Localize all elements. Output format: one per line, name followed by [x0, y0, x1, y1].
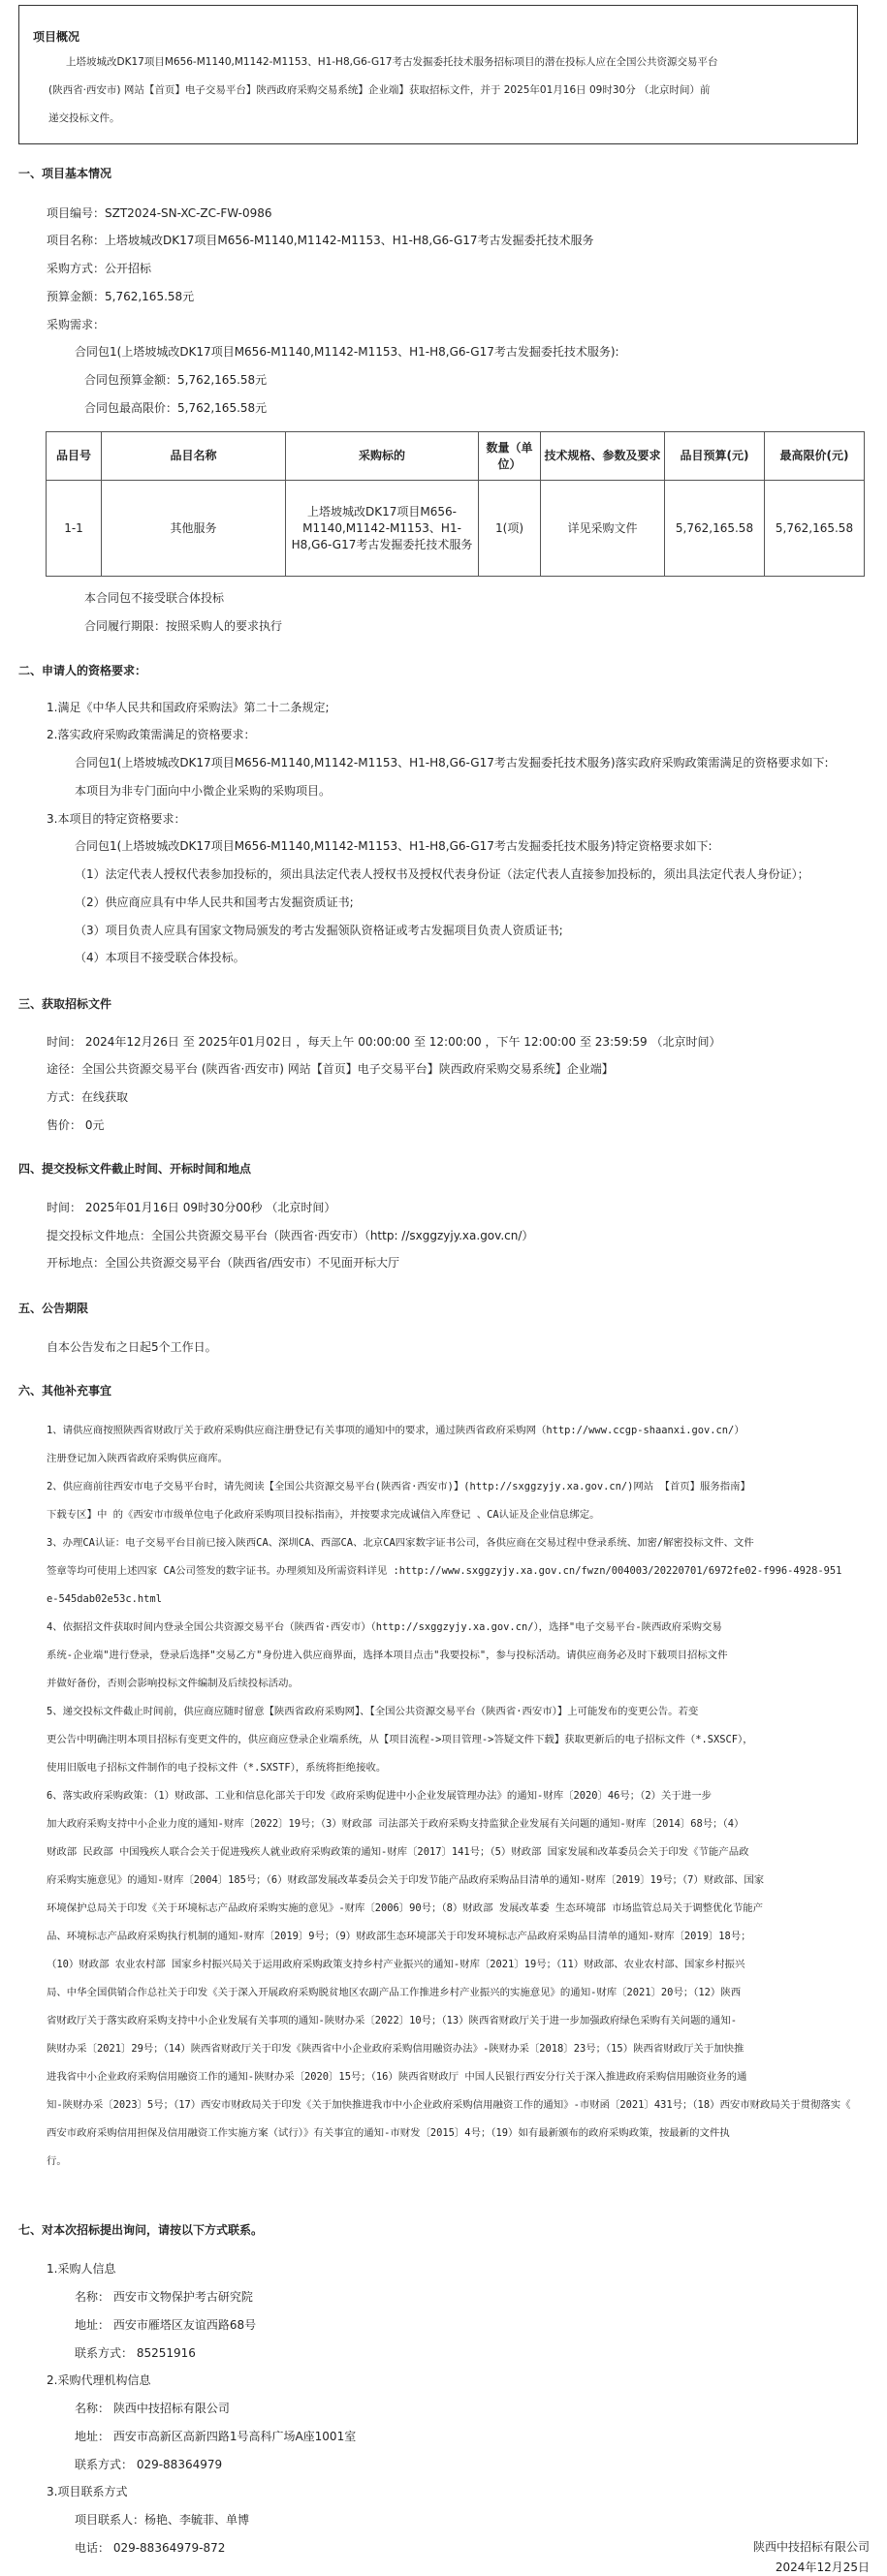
- agency-address: 地址： 西安市高新区高新四路1号高科广场A座1001室: [75, 2430, 357, 2443]
- supplement-line-19: 品、环境标志产品政府采购执行机制的通知-财库〔2019〕9号；（9）财政部生态环境部关于印发环境标志产品政府采购品目清单的通知-财库〔2019〕18号；: [47, 1931, 751, 1942]
- agency-info-heading: 2.采购代理机构信息: [47, 2373, 151, 2387]
- supplement-line-18: 环境保护总局关于印发《关于环境标志产品政府采购实施的意见》-财库〔2006〕90号；（8）财政部 发展改革委 生态环境部 市场监管总局关于调整优化节能产: [47, 1902, 763, 1914]
- qualification-3: 3.本项目的特定资格要求：: [47, 812, 186, 826]
- qualification-2-detail: 本项目为非专门面向中小微企业采购的采购项目。: [75, 784, 332, 798]
- obtain-price: 售价： 0元: [47, 1118, 105, 1132]
- purchaser-address: 地址： 西安市雁塔区友谊西路68号: [75, 2318, 257, 2332]
- project-number: 项目编号：SZT2024-SN-XC-ZC-FW-0986: [47, 206, 272, 220]
- supplement-line-21: 局、中华全国供销合作总社关于印发《关于深入开展政府采购脱贫地区农副产品工作推进乡村产业振兴的实施意见》的通知-财库〔2021〕20号；（12）陕西: [47, 1987, 742, 1998]
- section-1-heading: 一、项目基本情况: [18, 167, 112, 180]
- qualification-2: 2.落实政府采购政策需满足的资格要求：: [47, 728, 256, 741]
- supplement-line-20: （10）财政部 农业农村部 国家乡村振兴局关于运用政府采购政策支持乡村产业振兴的通知-财库〔2021〕19号；（11）财政部、农业农村部、国家乡村振兴: [47, 1959, 745, 1970]
- overview-box: [18, 5, 858, 144]
- supplement-line-9: 系统-企业端"进行登录，登录后选择"交易乙方"身份进入供应商界面，选择本项目点击"我要投标"，参与投标活动。请供应商务必及时下载项目招标文件: [47, 1649, 728, 1661]
- project-name: 项目名称：上塔坡城改DK17项目M656-M1140,M1142-M1153、H1-H8,G6-G17考古发掘委托技术服务: [47, 234, 594, 247]
- footer-date: 2024年12月25日: [775, 2560, 870, 2574]
- requirement-2: （2）供应商应具有中华人民共和国考古发掘资质证书;: [75, 895, 354, 909]
- supplement-line-11: 5、递交投标文件截止时间前，供应商应随时留意【陕西省政府采购网】、【全国公共资源交易平台（陕西省·西安市）】上可能发布的变更公告。若变: [47, 1706, 699, 1717]
- supplement-line-12: 更公告中明确注明本项目招标有变更文件的，供应商应登录企业端系统，从【项目流程->项目管理->答疑文件下载】获取更新后的电子招标文件（*.SXSCF），: [47, 1734, 753, 1745]
- section-3-heading: 三、获取招标文件: [18, 997, 112, 1011]
- supplement-line-22: 省财政厅关于落实政府采购支持中小企业发展有关事项的通知-陕财办采〔2022〕10号；（13）陕西省财政厅关于进一步加强政府绿色采购有关问题的通知-: [47, 2015, 737, 2026]
- bid-items-table: [46, 431, 865, 577]
- supplement-line-24: 进我省中小企业政府采购信用融资工作的通知-陕财办采〔2020〕15号；（16）陕西省财政厅 中国人民银行西安分行关于深入推进政府采购信用融资业务的通: [47, 2071, 747, 2083]
- qualification-2-package: 合同包1(上塔坡城改DK17项目M656-M1140,M1142-M1153、H1-H8,G6-G17考古发掘委托技术服务)落实政府采购政策需满足的资格要求如下:: [75, 756, 829, 770]
- agency-contact: 联系方式： 029-88364979: [75, 2458, 223, 2471]
- supplement-line-2: 注册登记加入陕西省政府采购供应商库。: [47, 1453, 229, 1464]
- package-budget: 合同包预算金额：5,762,165.58元: [84, 373, 268, 387]
- requirement-4: （4）本项目不接受联合体投标。: [75, 951, 245, 964]
- submission-location: 提交投标文件地点：全国公共资源交易平台（陕西省·西安市）（http: //sxggzyjy.xa.gov.cn/）: [47, 1229, 534, 1242]
- header-spec: 技术规格、参数及要求: [541, 432, 665, 481]
- qualification-3-package: 合同包1(上塔坡城改DK17项目M656-M1140,M1142-M1153、H1-H8,G6-G17考古发掘委托技术服务)特定资格要求如下:: [75, 839, 713, 853]
- contract-period: 合同履行期限：按照采购人的要求执行: [84, 619, 283, 633]
- package-max-price: 合同包最高限价：5,762,165.58元: [84, 401, 268, 415]
- table-row: [47, 481, 865, 577]
- supplement-line-27: 行。: [47, 2155, 67, 2167]
- supplement-line-26: 西安市政府采购信用担保及信用融资工作实施方案（试行）》有关事宜的通知-市财发〔2015〕4号；（19）如有最新颁布的政府采购政策，按最新的文件执: [47, 2127, 730, 2139]
- cell-item-name: 其他服务: [102, 481, 286, 577]
- header-subject: 采购标的: [286, 432, 479, 481]
- header-item-name: 品目名称: [102, 432, 286, 481]
- contract-package: 合同包1(上塔坡城改DK17项目M656-M1140,M1142-M1153、H1-H8,G6-G17考古发掘委托技术服务):: [75, 345, 619, 359]
- cell-subject: 上塔坡城改DK17项目M656-M1140,M1142-M1153、H1-H8,G6-G17考古发掘委托技术服务: [286, 481, 479, 577]
- supplement-line-4: 下载专区】中 的《西安市市级单位电子化政府采购项目投标指南》，并按要求完成诚信入库登记 、CA认证及企业信息绑定。: [47, 1509, 600, 1521]
- overview-line-1: 上塔坡城改DK17项目M656-M1140,M1142-M1153、H1-H8,G6-G17考古发掘委托技术服务招标项目的潜在投标人应在全国公共资源交易平台: [66, 56, 718, 68]
- supplement-line-7: e-545dab02e53c.html: [47, 1593, 162, 1605]
- supplement-line-17: 府采购实施意见》的通知-财库〔2004〕185号；（6）财政部发展改革委员会关于印发节能产品政府采购品目清单的通知-财库〔2019〕19号；（7）财政部、国家: [47, 1874, 765, 1886]
- obtain-route: 途径：全国公共资源交易平台 (陕西省·西安市) 网站【首页】电子交易平台】陕西政府采购交易系统】企业端】: [47, 1062, 614, 1076]
- footer-company: 陕西中技招标有限公司: [752, 2540, 870, 2554]
- table-header-row: [47, 432, 865, 481]
- cell-item-budget: 5,762,165.58: [665, 481, 765, 577]
- supplement-line-23: 陕财办采〔2021〕29号；（14）陕西省财政厅关于印发《陕西省中小企业政府采购信用融资办法》-陕财办采〔2018〕23号；（15）陕西省财政厅关于加快推: [47, 2043, 744, 2055]
- deadline-time: 时间： 2025年01月16日 09时30分00秒 （北京时间）: [47, 1201, 336, 1214]
- cell-quantity: 1(项): [479, 481, 541, 577]
- section-4-heading: 四、提交投标文件截止时间、开标时间和地点: [18, 1162, 252, 1176]
- supplement-line-8: 4、依据招文件获取时间内登录全国公共资源交易平台（陕西省·西安市）（http://sxggzyjy.xa.gov.cn/），选择"电子交易平台-陕西政府采购交易: [47, 1621, 722, 1633]
- agency-name: 名称： 陕西中技招标有限公司: [75, 2402, 230, 2415]
- overview-heading: 项目概况: [33, 30, 80, 44]
- supplement-line-16: 财政部 民政部 中国残疾人联合会关于促进残疾人就业政府采购政策的通知-财库〔2017〕141号；（5）财政部 国家发展和改革委员会关于印发《节能产品政: [47, 1846, 749, 1858]
- section-2-heading: 二、申请人的资格要求：: [18, 664, 147, 677]
- project-contact-phone: 电话： 029-88364979-872: [75, 2541, 226, 2555]
- opening-location: 开标地点：全国公共资源交易平台（陕西省/西安市）不见面开标大厅: [47, 1256, 400, 1270]
- header-quantity: 数量（单位）: [479, 432, 541, 481]
- supplement-line-13: 使用旧版电子招标文件制作的电子投标文件（*.SXSTF），系统将拒绝接收。: [47, 1762, 387, 1774]
- supplement-line-6: 签章等均可使用上述四家 CA公司签发的数字证书。办理须知及所需资料详见 :http://www.sxggzyjy.xa.gov.cn/fwzn/004003/20220701/6972fe02-f996-4928-951: [47, 1565, 842, 1577]
- header-max-price: 最高限价(元): [765, 432, 865, 481]
- purchaser-info-heading: 1.采购人信息: [47, 2262, 116, 2276]
- obtain-time: 时间： 2024年12月26日 至 2025年01月02日 ，每天上午 00:00:00 至 12:00:00 ，下午 12:00:00 至 23:59:59 （北京时间）: [47, 1035, 721, 1049]
- budget-amount: 预算金额：5,762,165.58元: [47, 290, 195, 303]
- cell-spec: 详见采购文件: [541, 481, 665, 577]
- section-6-heading: 六、其他补充事宜: [18, 1384, 112, 1398]
- no-consortium-note: 本合同包不接受联合体投标: [84, 591, 225, 605]
- supplement-line-25: 知-陕财办采〔2023〕5号；（17）西安市财政局关于印发《关于加快推进我市中小企业政府采购信用融资工作的通知》-市财函〔2021〕431号；（18）西安市财政局关于贯彻落实《: [47, 2099, 851, 2111]
- cell-item-no: 1-1: [47, 481, 102, 577]
- supplement-line-3: 2、供应商前往西安市电子交易平台时，请先阅读【全国公共资源交易平台(陕西省·西安市)】(http://sxggzyjy.xa.gov.cn/)网站 【首页】服务指南】: [47, 1481, 750, 1492]
- supplement-line-10: 并做好备份，否则会影响投标文件编制及后续投标活动。: [47, 1678, 299, 1689]
- project-contact-heading: 3.项目联系方式: [47, 2485, 128, 2498]
- section-5-heading: 五、公告期限: [18, 1302, 89, 1315]
- supplement-line-5: 3、办理CA认证：电子交易平台目前已接入陕西CA、深圳CA、西部CA、北京CA四家数字证书公司，各供应商在交易过程中登录系统、加密/解密投标文件、文件: [47, 1537, 754, 1549]
- section-7-heading: 七、对本次招标提出询问，请按以下方式联系。: [18, 2223, 264, 2237]
- obtain-method: 方式：在线获取: [47, 1090, 129, 1104]
- overview-line-2: (陕西省·西安市) 网站【首页】电子交易平台】陕西政府采购交易系统】企业端】获取招标文件，并于 2025年01月16日 09时30分 （北京时间）前: [48, 84, 711, 96]
- requirement-3: （3）项目负责人应具有国家文物局颁发的考古发掘领队资格证或考古发掘项目负责人资质证书;: [75, 924, 563, 937]
- procurement-demand: 采购需求：: [47, 318, 106, 331]
- header-item-no: 品目号: [47, 432, 102, 481]
- qualification-1: 1.满足《中华人民共和国政府采购法》第二十二条规定;: [47, 701, 330, 714]
- purchaser-name: 名称： 西安市文物保护考古研究院: [75, 2290, 253, 2304]
- requirement-1: （1）法定代表人授权代表参加投标的，须出具法定代表人授权书及授权代表身份证（法定代表人直接参加投标的，须出具法定代表人身份证）；: [75, 867, 809, 881]
- procurement-method: 采购方式：公开招标: [47, 262, 152, 275]
- announcement-period: 自本公告发布之日起5个工作日。: [47, 1340, 217, 1354]
- purchaser-contact: 联系方式： 85251916: [75, 2346, 196, 2360]
- supplement-line-1: 1、请供应商按照陕西省财政厅关于政府采购供应商注册登记有关事项的通知中的要求，通过陕西省政府采购网（http://www.ccgp-shaanxi.gov.cn/）: [47, 1425, 744, 1436]
- supplement-line-14: 6、落实政府采购政策：（1）财政部、工业和信息化部关于印发《政府采购促进中小企业发展管理办法》的通知-财库〔2020〕46号；（2）关于进一步: [47, 1790, 712, 1802]
- header-item-budget: 品目预算(元): [665, 432, 765, 481]
- cell-max-price: 5,762,165.58: [765, 481, 865, 577]
- project-contact-people: 项目联系人：杨艳、李毓菲、单博: [75, 2513, 250, 2527]
- overview-line-3: 递交投标文件。: [48, 112, 120, 124]
- supplement-line-15: 加大政府采购支持中小企业力度的通知-财库〔2022〕19号；（3）财政部 司法部关于政府采购支持监狱企业发展有关问题的通知-财库〔2014〕68号；（4）: [47, 1818, 744, 1830]
